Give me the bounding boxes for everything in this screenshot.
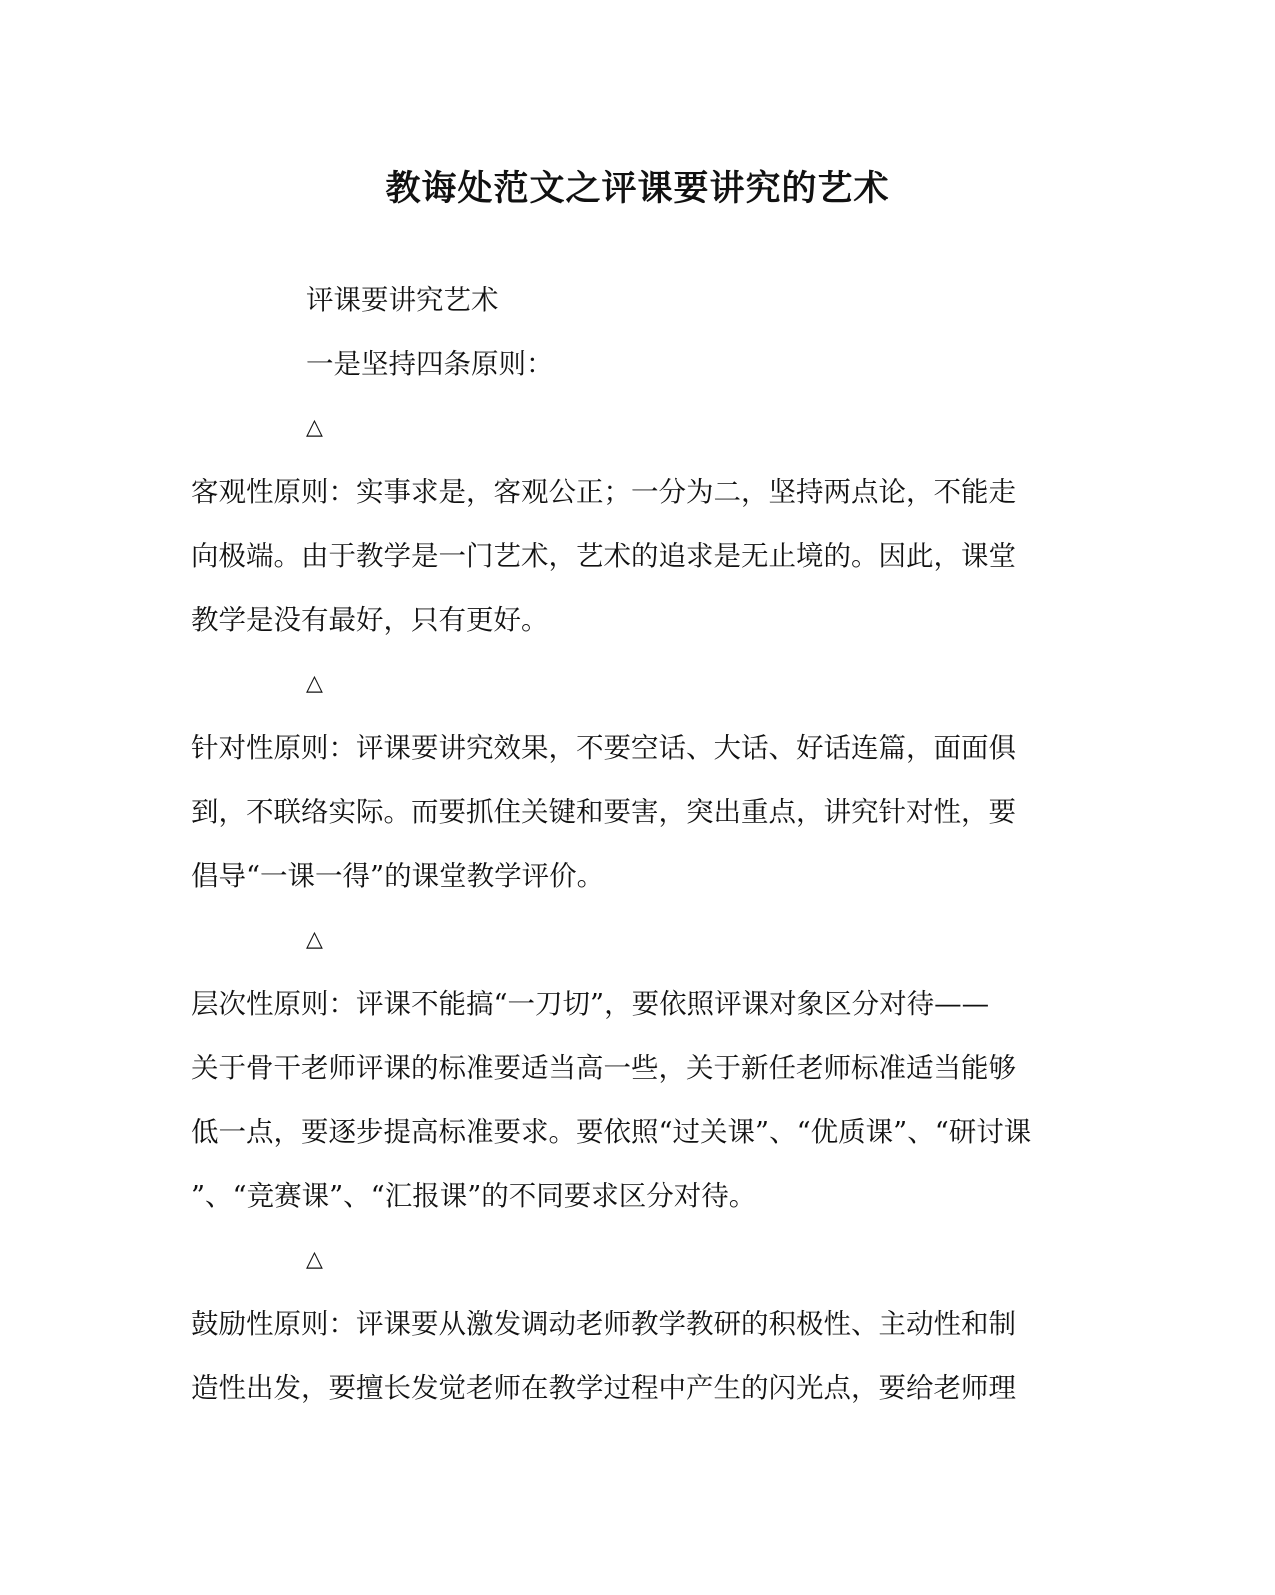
paragraph-line: 鼓励性原则：评课要从激发调动老师教学教研的积极性、主动性和制 [191,1308,1016,1340]
paragraph-line: 针对性原则：评课要讲究效果，不要空话、大话、好话连篇，面面俱 [191,732,1016,764]
paragraph-line: 低一点，要逐步提高标准要求。要依照“过关课”、“优质课”、“研讨课 [191,1116,1032,1148]
paragraph-line: 评课要讲究艺术 [306,284,499,316]
document-body [191,268,1061,1420]
paragraph-line: 倡导“一课一得”的课堂教学评价。 [191,860,605,892]
document-title: 教诲处范文之评课要讲究的艺术 [385,168,890,209]
paragraph-line: 层次性原则：评课不能搞“一刀切”，要依照评课对象区分对待—— [191,988,990,1020]
paragraph-line: 一是坚持四条原则： [306,348,554,380]
triangle-bullet-icon: △ [306,671,323,696]
triangle-bullet-icon: △ [306,415,323,440]
paragraph-line: 造性出发，要擅长发觉老师在教学过程中产生的闪光点，要给老师理 [191,1372,1016,1404]
paragraph-line: 教学是没有最好，只有更好。 [191,604,549,636]
triangle-bullet-icon: △ [306,927,323,952]
paragraph-line: 客观性原则：实事求是，客观公正；一分为二，坚持两点论，不能走 [191,476,1016,508]
triangle-bullet-icon: △ [306,1247,323,1272]
paragraph-line: 到，不联络实际。而要抓住关键和要害，突出重点，讲究针对性，要 [191,796,1016,828]
paragraph-line: 关于骨干老师评课的标准要适当高一些，关于新任老师标准适当能够 [191,1052,1016,1084]
paragraph-line: 向极端。由于教学是一门艺术，艺术的追求是无止境的。因此，课堂 [191,540,1016,572]
paragraph-line: ”、“竞赛课”、“汇报课”的不同要求区分对待。 [191,1180,757,1212]
